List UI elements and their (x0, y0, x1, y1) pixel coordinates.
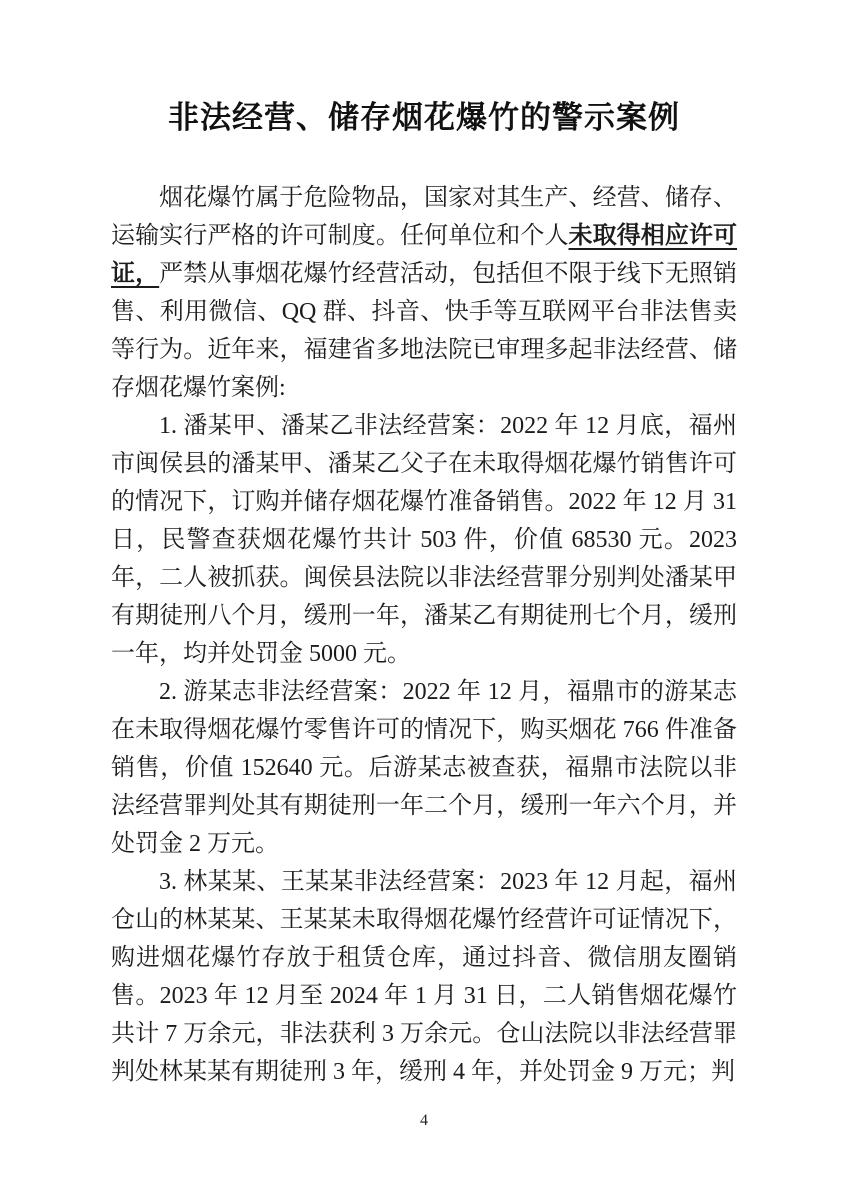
intro-paragraph (111, 179, 737, 407)
intro-text-emphasis-bold-underline: 未取得相应许可证， (111, 223, 738, 287)
document-body (111, 179, 737, 1091)
page-number: 4 (420, 1112, 428, 1129)
case-paragraph-1: 1. 潘某甲、潘某乙非法经营案：2022 年 12 月底，福州市闽侯县的潘某甲、潘某乙父子在未取得烟花爆竹销售许可的情况下，订购并储存烟花爆竹准备销售。2022 年 12 月 31 日，民警查获烟花爆竹共计 503 件，价值 68530 元。2023 年，二人被抓获。闽侯县法院以非法经营罪分别判处潘某甲有期徒刑八个月，缓刑一年，潘某乙有期徒刑七个月，缓刑一年，均并处罚金 5000 元。 (111, 413, 737, 667)
document-title: 非法经营、储存烟花爆竹的警示案例 (168, 100, 680, 135)
intro-text-post: 严禁从事烟花爆竹经营活动，包括但不限于线下无照销售、利用微信、QQ 群、抖音、快手等互联网平台非法售卖等行为。近年来，福建省多地法院已审理多起非法经营、储存烟花爆竹案例: (111, 261, 738, 401)
intro-text-pre: 烟花爆竹属于危险物品，国家对其生产、经营、储存、运输实行严格的许可制度。任何单位和个人 (111, 185, 737, 249)
case-paragraph-3: 3. 林某某、王某某非法经营案：2023 年 12 月起，福州仓山的林某某、王某某未取得烟花爆竹经营许可证情况下，购进烟花爆竹存放于租赁仓库，通过抖音、微信朋友圈销售。2023 年 12 月至 2024 年 1 月 31 日，二人销售烟花爆竹共计 7 万余元，非法获利 3 万余元。仓山法院以非法经营罪判处林某某有期徒刑 3 年，缓刑 4 年，并处罚金 9 万元；判 (111, 869, 737, 1085)
case-paragraph-2: 2. 游某志非法经营案：2022 年 12 月，福鼎市的游某志在未取得烟花爆竹零售许可的情况下，购买烟花 766 件准备销售，价值 152640 元。后游某志被查获，福鼎市法院以非法经营罪判处其有期徒刑一年二个月，缓刑一年六个月，并处罚金 2 万元。 (111, 679, 737, 857)
